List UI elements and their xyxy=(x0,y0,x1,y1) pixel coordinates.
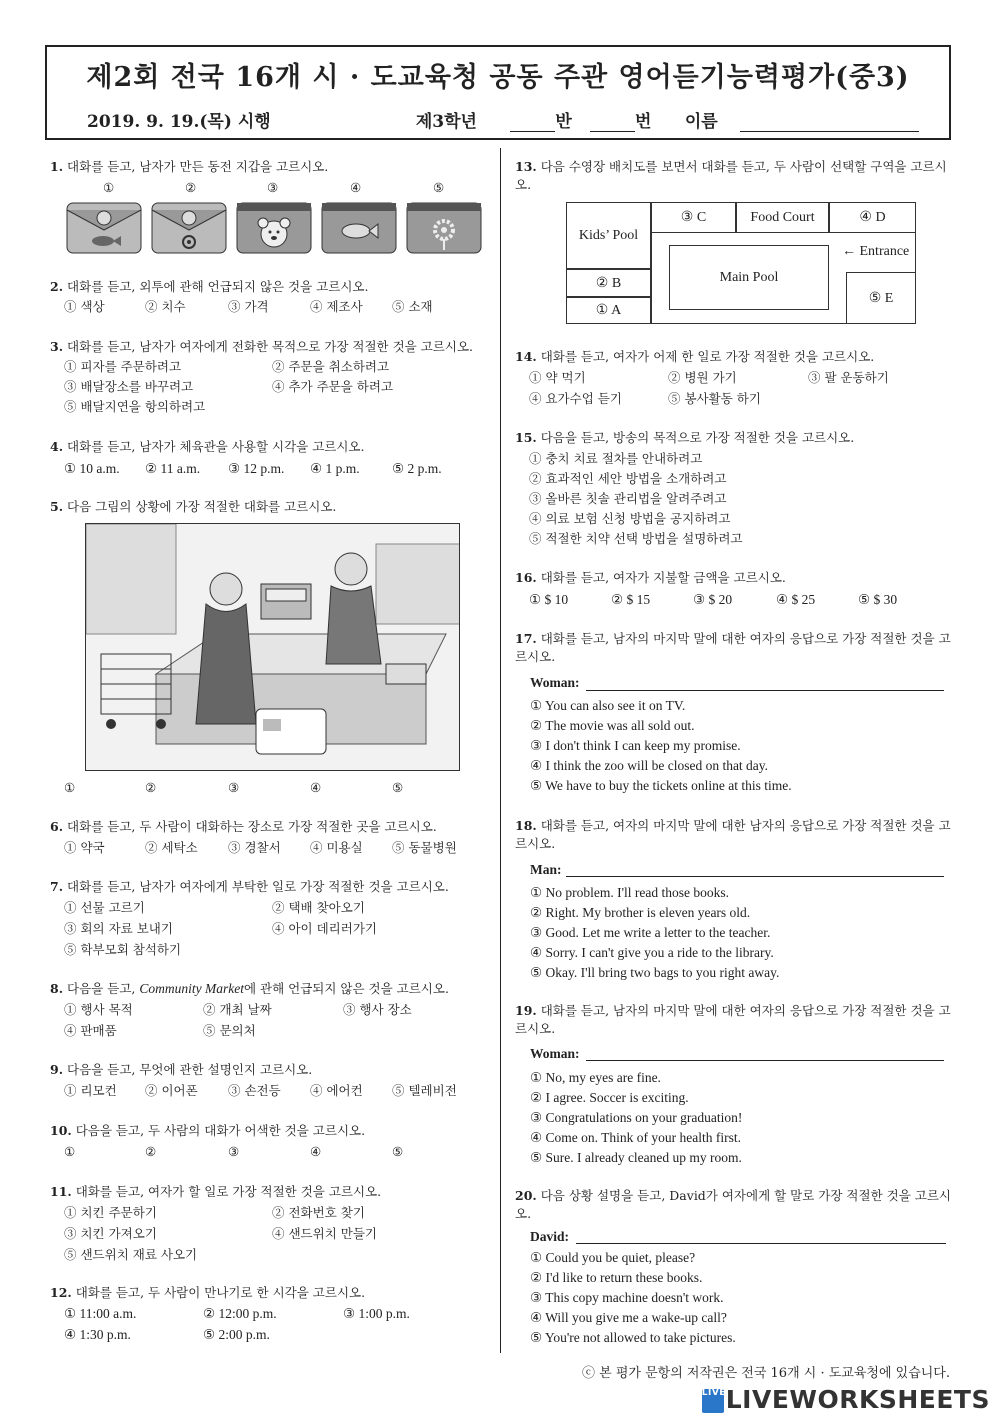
option-2[interactable]: ② 병원 가기 xyxy=(668,370,737,385)
question-14: 14. 대화를 듣고, 여자가 어제 한 일로 가장 적절한 것을 고르시오. xyxy=(515,349,875,364)
option-1[interactable]: ① 약 먹기 xyxy=(529,370,586,385)
name-input[interactable] xyxy=(740,107,919,132)
number-input[interactable] xyxy=(590,107,635,132)
question-10: 10. 다음을 듣고, 두 사람의 대화가 어색한 것을 고르시오. xyxy=(50,1123,366,1138)
option-1[interactable]: ① xyxy=(64,780,76,795)
option-2[interactable]: ② Right. My brother is eleven years old. xyxy=(530,905,751,920)
question-11: 11. 대화를 듣고, 여자가 할 일로 가장 적절한 것을 고르시오. xyxy=(50,1184,382,1199)
question-text: 다음 그림의 상황에 가장 적절한 대화를 고르시오. xyxy=(67,499,337,514)
option-3[interactable]: ③ 팔 운동하기 xyxy=(808,370,889,385)
option-1[interactable]: ① 색상 xyxy=(64,299,105,314)
option-3[interactable]: ③ 치킨 가져오기 xyxy=(64,1226,157,1241)
question-text: 대화를 듣고, 여자의 마지막 말에 대한 남자의 응답으로 가장 적절한 것을 고르시오. xyxy=(515,818,951,851)
option-4[interactable]: ④ 추가 주문을 하려고 xyxy=(272,379,394,394)
option-3[interactable]: ③ 행사 장소 xyxy=(343,1002,412,1017)
option-2[interactable]: ② $ 15 xyxy=(611,592,651,607)
option-4[interactable]: ④ 아이 데리러가기 xyxy=(272,921,377,936)
option-3[interactable]: ③ 회의 자료 보내기 xyxy=(64,921,173,936)
header-info-row xyxy=(87,107,919,132)
exam-date: 2019. 9. 19.(목) 시행 xyxy=(87,112,271,132)
option-2[interactable]: ② 택배 찾아오기 xyxy=(272,900,365,915)
option-2[interactable]: ② The movie was all sold out. xyxy=(530,718,695,733)
credit-card-icon xyxy=(256,709,326,754)
option-4[interactable]: ④ $ 25 xyxy=(776,592,816,607)
option-5[interactable]: ⑤ $ 30 xyxy=(858,592,898,607)
option-4[interactable]: ④ I think the zoo will be closed on that day. xyxy=(530,758,769,773)
question-5: 5. 다음 그림의 상황에 가장 적절한 대화를 고르시오. xyxy=(50,499,337,514)
option-3[interactable]: ③ 12 p.m. xyxy=(228,461,285,476)
option-3[interactable]: ③ xyxy=(228,780,240,795)
question-17: 17. 대화를 듣고, 남자의 마지막 말에 대한 여자의 응답으로 가장 적절한 것을 고르시오. xyxy=(515,631,951,664)
option-1[interactable]: ① 피자를 주문하려고 xyxy=(64,359,182,374)
option-4[interactable]: ④ xyxy=(350,180,362,195)
option-3[interactable]: ③ 배달장소를 바꾸려고 xyxy=(64,379,194,394)
page-title: 제2회 전국 16개 시 · 도교육청 공동 주관 영어듣기능력평가(중3) xyxy=(86,62,910,93)
option-5[interactable]: ⑤ 샌드위치 재료 사오기 xyxy=(64,1247,198,1262)
speaker-label: Woman: xyxy=(530,1046,580,1061)
option-1[interactable]: ① 행사 목적 xyxy=(64,1002,133,1017)
option-5[interactable]: ⑤ 텔레비전 xyxy=(392,1083,457,1098)
liveworksheets-logo[interactable] xyxy=(702,1385,990,1414)
option-2[interactable]: ② 12:00 p.m. xyxy=(203,1306,277,1321)
cashier-man-icon xyxy=(326,586,381,664)
zone-c[interactable]: ③ C xyxy=(651,202,736,233)
header-box xyxy=(45,45,951,140)
option-4[interactable]: ④ 요가수업 듣기 xyxy=(529,391,622,406)
option-1[interactable]: ① 선물 고르기 xyxy=(64,900,145,915)
option-1[interactable]: ① xyxy=(103,180,115,195)
question-text: 대화를 듣고, 외투에 관해 언급되지 않은 것을 고르시오. xyxy=(67,279,369,294)
option-3[interactable]: ③ 손전등 xyxy=(228,1083,281,1098)
option-4[interactable]: ④ 샌드위치 만들기 xyxy=(272,1226,377,1241)
class-input[interactable] xyxy=(510,107,555,132)
name-label: 이름 xyxy=(684,112,718,132)
option-5[interactable]: ⑤ 봉사활동 하기 xyxy=(668,391,761,406)
zone-d[interactable]: ④ D xyxy=(829,202,916,233)
option-3[interactable]: ③ I don't think I can keep my promise. xyxy=(530,738,741,753)
option-1[interactable]: ① 11:00 a.m. xyxy=(64,1306,137,1321)
question-text: 다음을 듣고, 무엇에 관한 설명인지 고르시오. xyxy=(67,1062,313,1077)
option-5[interactable]: ⑤ 적절한 치약 선택 방법을 설명하려고 xyxy=(529,531,743,546)
question-text: 대화를 듣고, 여자가 어제 한 일로 가장 적절한 것을 고르시오. xyxy=(540,349,875,364)
question-18: 18. 대화를 듣고, 여자의 마지막 말에 대한 남자의 응답으로 가장 적절한 것을 고르시오. xyxy=(515,818,951,851)
main-pool: Main Pool xyxy=(669,245,829,310)
kids-pool: Kids’ Pool xyxy=(566,202,651,269)
option-2[interactable]: ② I'd like to return these books. xyxy=(530,1270,703,1285)
question-text: 대화를 듣고, 두 사람이 만나기로 한 시각을 고르시오. xyxy=(75,1285,366,1300)
question-19: 19. 대화를 듣고, 남자의 마지막 말에 대한 여자의 응답으로 가장 적절한 것을 고르시오. xyxy=(515,1003,951,1036)
option-2[interactable]: ② 효과적인 세안 방법을 소개하려고 xyxy=(529,471,727,486)
store-checkout-illustration xyxy=(85,523,460,771)
question-text: 대화를 듣고, 남자가 여자에게 부탁한 일로 가장 적절한 것을 고르시오. xyxy=(67,879,449,894)
question-text: 대화를 듣고, 남자의 마지막 말에 대한 여자의 응답으로 가장 적절한 것을 고르시오. xyxy=(515,1003,951,1036)
question-12: 12. 대화를 듣고, 두 사람이 만나기로 한 시각을 고르시오. xyxy=(50,1285,366,1300)
option-2[interactable]: ② 세탁소 xyxy=(145,840,198,855)
zone-e[interactable]: ⑤ E xyxy=(846,272,916,324)
option-3[interactable]: ③ $ 20 xyxy=(693,592,733,607)
question-9: 9. 다음을 듣고, 무엇에 관한 설명인지 고르시오. xyxy=(50,1062,313,1077)
option-2[interactable]: ② 이어폰 xyxy=(145,1083,198,1098)
question-16: 16. 대화를 듣고, 여자가 지불할 금액을 고르시오. xyxy=(515,570,786,585)
customer-woman-icon xyxy=(196,604,256,724)
option-1[interactable]: ① 리모컨 xyxy=(64,1083,117,1098)
grade-label: 제3학년 xyxy=(415,112,477,132)
pool-map xyxy=(566,202,916,324)
question-text: 대화를 듣고, 남자가 만든 동전 지갑을 고르시오. xyxy=(67,159,329,174)
option-1[interactable]: ① 약국 xyxy=(64,840,105,855)
option-3[interactable]: ③ 올바른 칫솔 관리법을 알려주려고 xyxy=(529,491,727,506)
option-5[interactable]: ⑤ 소재 xyxy=(392,299,433,314)
column-divider xyxy=(500,148,501,1353)
option-4[interactable]: ④ 제조사 xyxy=(310,299,363,314)
option-4[interactable]: ④ Sorry. I can't give you a ride to the library. xyxy=(530,945,774,960)
option-1[interactable]: ① No, my eyes are fine. xyxy=(530,1070,661,1085)
flower-button-pouch-icon xyxy=(152,203,226,253)
question-8: 8. 다음을 듣고, Community Market에 관해 언급되지 않은 것을 고르시오. xyxy=(50,981,449,996)
question-text: 대화를 듣고, 남자가 체육관을 사용할 시각을 고르시오. xyxy=(67,439,365,454)
option-5[interactable]: ⑤ 2 p.m. xyxy=(392,461,442,476)
question-text: 다음을 듣고, 방송의 목적으로 가장 적절한 것을 고르시오. xyxy=(540,430,855,445)
question-text: 다음 수영장 배치도를 보면서 대화를 듣고, 두 사람이 선택할 구역을 고르시오. xyxy=(515,159,947,192)
option-3[interactable]: ③ 1:00 p.m. xyxy=(343,1306,410,1321)
answer-line[interactable] xyxy=(586,690,944,691)
fish-button-pouch-icon xyxy=(67,203,141,253)
option-2[interactable]: ② xyxy=(145,1144,157,1159)
question-text: 다음을 듣고, 두 사람의 대화가 어색한 것을 고르시오. xyxy=(75,1123,366,1138)
zone-b[interactable]: ② B xyxy=(566,269,651,297)
option-4[interactable]: ④ 에어컨 xyxy=(310,1083,363,1098)
speaker-label: Man: xyxy=(530,862,562,877)
bear-pouch-icon xyxy=(237,203,311,253)
entrance-label: ← Entrance xyxy=(842,244,910,259)
option-4[interactable]: ④ 1 p.m. xyxy=(310,461,360,476)
option-3[interactable]: ③ xyxy=(228,1144,240,1159)
option-3[interactable]: ③ 경찰서 xyxy=(228,840,281,855)
option-2[interactable]: ② 개최 날짜 xyxy=(203,1002,272,1017)
option-4[interactable]: ④ 1:30 p.m. xyxy=(64,1327,131,1342)
option-5[interactable]: ⑤ 배달지연을 항의하려고 xyxy=(64,399,206,414)
option-5[interactable]: ⑤ xyxy=(433,180,445,195)
option-3[interactable]: ③ Good. Let me write a letter to the teacher. xyxy=(530,925,771,940)
option-3[interactable]: ③ Congratulations on your graduation! xyxy=(530,1110,743,1125)
option-2[interactable]: ② 전화번호 찾기 xyxy=(272,1205,365,1220)
food-court: Food Court xyxy=(736,202,829,233)
copyright-notice: ⓒ 본 평가 문항의 저작권은 전국 16개 시 · 도교육청에 있습니다. xyxy=(582,1366,950,1381)
option-5[interactable]: ⑤ 동물병원 xyxy=(392,840,457,855)
speaker-label: Woman: xyxy=(530,675,580,690)
fish-pouch-icon xyxy=(322,203,396,253)
option-5[interactable]: ⑤ 2:00 p.m. xyxy=(203,1327,270,1342)
option-2[interactable]: ② xyxy=(145,780,157,795)
option-3[interactable]: ③ xyxy=(267,180,279,195)
answer-line[interactable] xyxy=(586,1060,944,1061)
question-text: 대화를 듣고, 남자의 마지막 말에 대한 여자의 응답으로 가장 적절한 것을 고르시오. xyxy=(515,631,951,664)
question-text: 대화를 듣고, 남자가 여자에게 전화한 목적으로 가장 적절한 것을 고르시오. xyxy=(67,339,474,354)
question-1: 1. 대화를 듣고, 남자가 만든 동전 지갑을 고르시오. xyxy=(50,159,329,174)
option-5[interactable]: ⑤ Sure. I already cleaned up my room. xyxy=(530,1150,742,1165)
question-15: 15. 다음을 듣고, 방송의 목적으로 가장 적절한 것을 고르시오. xyxy=(515,430,855,445)
question-7: 7. 대화를 듣고, 남자가 여자에게 부탁한 일로 가장 적절한 것을 고르시오. xyxy=(50,879,449,894)
question-3: 3. 대화를 듣고, 남자가 여자에게 전화한 목적으로 가장 적절한 것을 고르시오. xyxy=(50,339,474,354)
option-1[interactable]: ① You can also see it on TV. xyxy=(530,698,686,713)
option-1[interactable]: ① No problem. I'll read those books. xyxy=(530,885,729,900)
number-label: 번 xyxy=(635,112,652,132)
option-4[interactable]: ④ Will you give me a wake-up call? xyxy=(530,1310,727,1325)
option-1[interactable]: ① $ 10 xyxy=(529,592,569,607)
option-2[interactable]: ② xyxy=(185,180,197,195)
option-3[interactable]: ③ 가격 xyxy=(228,299,269,314)
question-text: 대화를 듣고, 두 사람이 대화하는 장소로 가장 적절한 곳을 고르시오. xyxy=(67,819,437,834)
option-5[interactable]: ⑤ 학부모회 참석하기 xyxy=(64,942,182,957)
question-4: 4. 대화를 듣고, 남자가 체육관을 사용할 시각을 고르시오. xyxy=(50,439,365,454)
zone-a[interactable]: ① A xyxy=(566,297,651,324)
option-4[interactable]: ④ Come on. Think of your health first. xyxy=(530,1130,741,1145)
class-label: 반 xyxy=(555,112,572,132)
option-1[interactable]: ① Could you be quiet, please? xyxy=(530,1250,696,1265)
option-5[interactable]: ⑤ xyxy=(392,780,404,795)
option-2[interactable]: ② 주문을 취소하려고 xyxy=(272,359,390,374)
option-2[interactable]: ② I agree. Soccer is exciting. xyxy=(530,1090,689,1105)
option-5[interactable]: ⑤ We have to buy the tickets online at this time. xyxy=(530,778,792,793)
option-1[interactable]: ① 충치 치료 절차를 안내하려고 xyxy=(529,451,703,466)
question-text: 다음 상황 설명을 듣고, David가 여자에게 할 말로 가장 적절한 것을 고르시오. xyxy=(515,1188,951,1221)
option-2[interactable]: ② 11 a.m. xyxy=(145,461,201,476)
option-5[interactable]: ⑤ xyxy=(392,1144,404,1159)
option-4[interactable]: ④ xyxy=(310,780,322,795)
option-1[interactable]: ① 10 a.m. xyxy=(64,461,120,476)
option-4[interactable]: ④ xyxy=(310,1144,322,1159)
coin-purse-images xyxy=(65,198,485,258)
speaker-label: David: xyxy=(530,1229,570,1244)
question-text: 대화를 듣고, 여자가 할 일로 가장 적절한 것을 고르시오. xyxy=(75,1184,382,1199)
answer-line[interactable] xyxy=(576,1243,946,1244)
live-badge-icon: LIVE xyxy=(702,1389,724,1413)
question-13: 13. 다음 수영장 배치도를 보면서 대화를 듣고, 두 사람이 선택할 구역을 고르시오. xyxy=(515,159,947,192)
question-text: 대화를 듣고, 여자가 지불할 금액을 고르시오. xyxy=(540,570,786,585)
option-5[interactable]: ⑤ 문의처 xyxy=(203,1023,256,1038)
question-2: 2. 대화를 듣고, 외투에 관해 언급되지 않은 것을 고르시오. xyxy=(50,279,369,294)
question-6: 6. 대화를 듣고, 두 사람이 대화하는 장소로 가장 적절한 곳을 고르시오. xyxy=(50,819,437,834)
question-20: 20. 다음 상황 설명을 듣고, David가 여자에게 할 말로 가장 적절한 것을 고르시오. xyxy=(515,1188,951,1221)
option-4[interactable]: ④ 미용실 xyxy=(310,840,363,855)
option-4[interactable]: ④ 판매품 xyxy=(64,1023,117,1038)
option-1[interactable]: ① 치킨 주문하기 xyxy=(64,1205,157,1220)
option-4[interactable]: ④ 의료 보험 신청 방법을 공지하려고 xyxy=(529,511,731,526)
option-5[interactable]: ⑤ You're not allowed to take pictures. xyxy=(530,1330,736,1345)
option-5[interactable]: ⑤ Okay. I'll bring two bags to you right away. xyxy=(530,965,780,980)
flower-pouch-icon xyxy=(407,203,481,253)
option-3[interactable]: ③ This copy machine doesn't work. xyxy=(530,1290,724,1305)
answer-line[interactable] xyxy=(566,876,944,877)
option-2[interactable]: ② 치수 xyxy=(145,299,186,314)
option-1[interactable]: ① xyxy=(64,1144,76,1159)
brand-text: LIVEWORKSHEETS xyxy=(725,1385,990,1414)
